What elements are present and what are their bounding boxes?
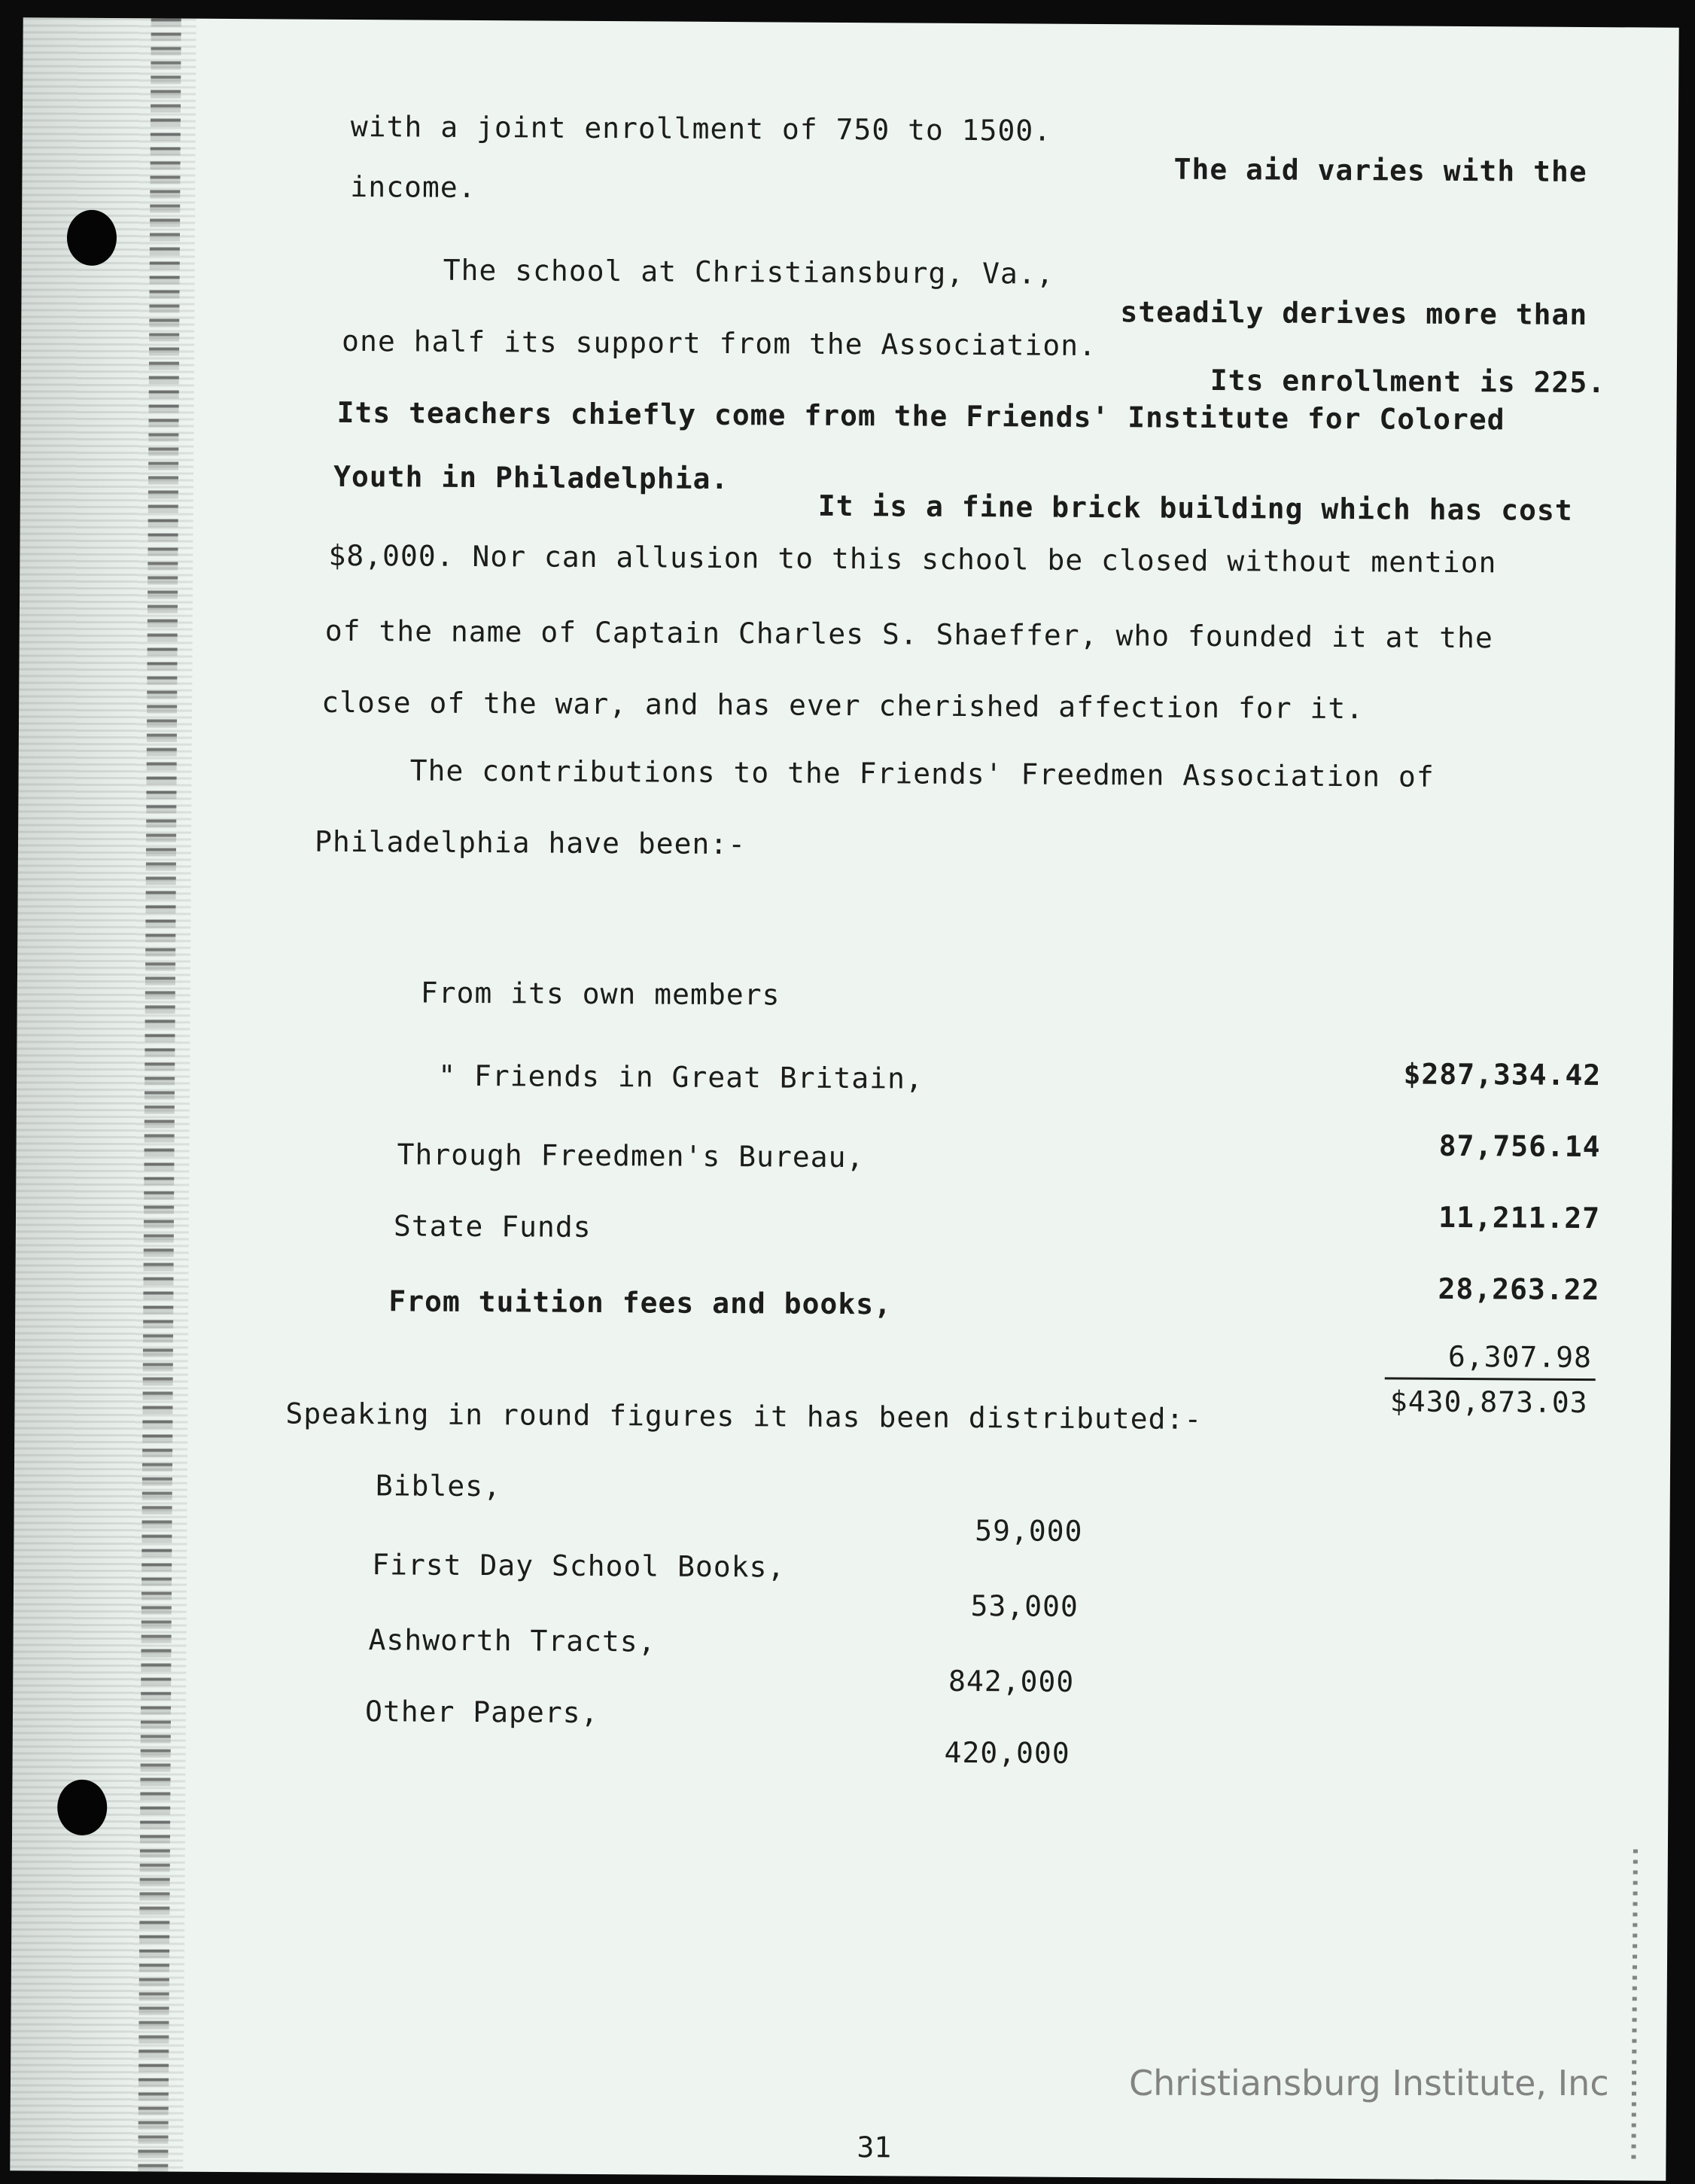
text-line: Youth in Philadelphia. <box>333 459 729 496</box>
text-line: The aid varies with the <box>1173 152 1587 189</box>
text-line: of the name of Captain Charles S. Shaeffer, who founded it at the <box>324 614 1493 655</box>
text-line: steadily derives more than <box>1120 295 1588 332</box>
text-line: with a joint enrollment of 750 to 1500. <box>350 109 1052 148</box>
contribution-label: From tuition fees and books, <box>388 1284 893 1321</box>
contribution-amount: 6,307.98 <box>1447 1339 1593 1375</box>
text-line: income. <box>350 169 476 204</box>
text-line: Philadelphia have been:- <box>314 824 747 861</box>
contributions-total: $430,873.03 <box>1389 1384 1588 1420</box>
distribution-count: 59,000 <box>975 1514 1083 1548</box>
text-line: close of the war, and has ever cherished affection for it. <box>321 685 1365 726</box>
text-line: Its enrollment is 225. <box>1210 363 1606 400</box>
contribution-amount: 28,263.22 <box>1438 1272 1600 1307</box>
punch-hole-bottom <box>57 1780 107 1835</box>
watermark: Christiansburg Institute, Inc <box>1129 2063 1609 2103</box>
contribution-label: Through Freedmen's Bureau, <box>397 1138 865 1174</box>
text-line: $8,000. Nor can allusion to this school be closed without mention <box>328 538 1497 580</box>
contribution-label: State Funds <box>393 1209 592 1244</box>
distribution-label: Ashworth Tracts, <box>368 1623 656 1659</box>
contribution-amount: 11,211.27 <box>1438 1200 1601 1235</box>
text-line: The contributions to the Friends' Freedmen Association of <box>409 754 1435 793</box>
text-line: Speaking in round figures it has been distributed:- <box>285 1397 1203 1436</box>
text-line: Its teachers chiefly come from the Friends' Institute for Colored <box>336 395 1505 437</box>
distribution-label: Bibles, <box>375 1469 502 1503</box>
text-line: It is a fine brick building which has cost <box>817 489 1573 527</box>
text-line: The school at Christiansburg, Va., <box>443 253 1054 291</box>
page-number: 31 <box>857 2131 892 2164</box>
contribution-amount: $287,334.42 <box>1403 1057 1602 1092</box>
contribution-amount: 87,756.14 <box>1438 1129 1601 1164</box>
distribution-count: 420,000 <box>944 1735 1070 1770</box>
contribution-label: From its own members <box>420 976 781 1012</box>
text-line: one half its support from the Association. <box>342 324 1097 363</box>
contribution-label: " Friends in Great Britain, <box>438 1058 924 1095</box>
distribution-count: 842,000 <box>948 1664 1075 1698</box>
distribution-label: Other Papers, <box>364 1695 599 1730</box>
total-rule <box>1385 1377 1596 1381</box>
document-page <box>10 17 1678 2180</box>
distribution-label: First Day School Books, <box>372 1548 786 1584</box>
punch-hole-top <box>67 210 117 266</box>
distribution-count: 53,000 <box>970 1589 1079 1623</box>
scan-edge-streak <box>1631 1849 1638 2165</box>
